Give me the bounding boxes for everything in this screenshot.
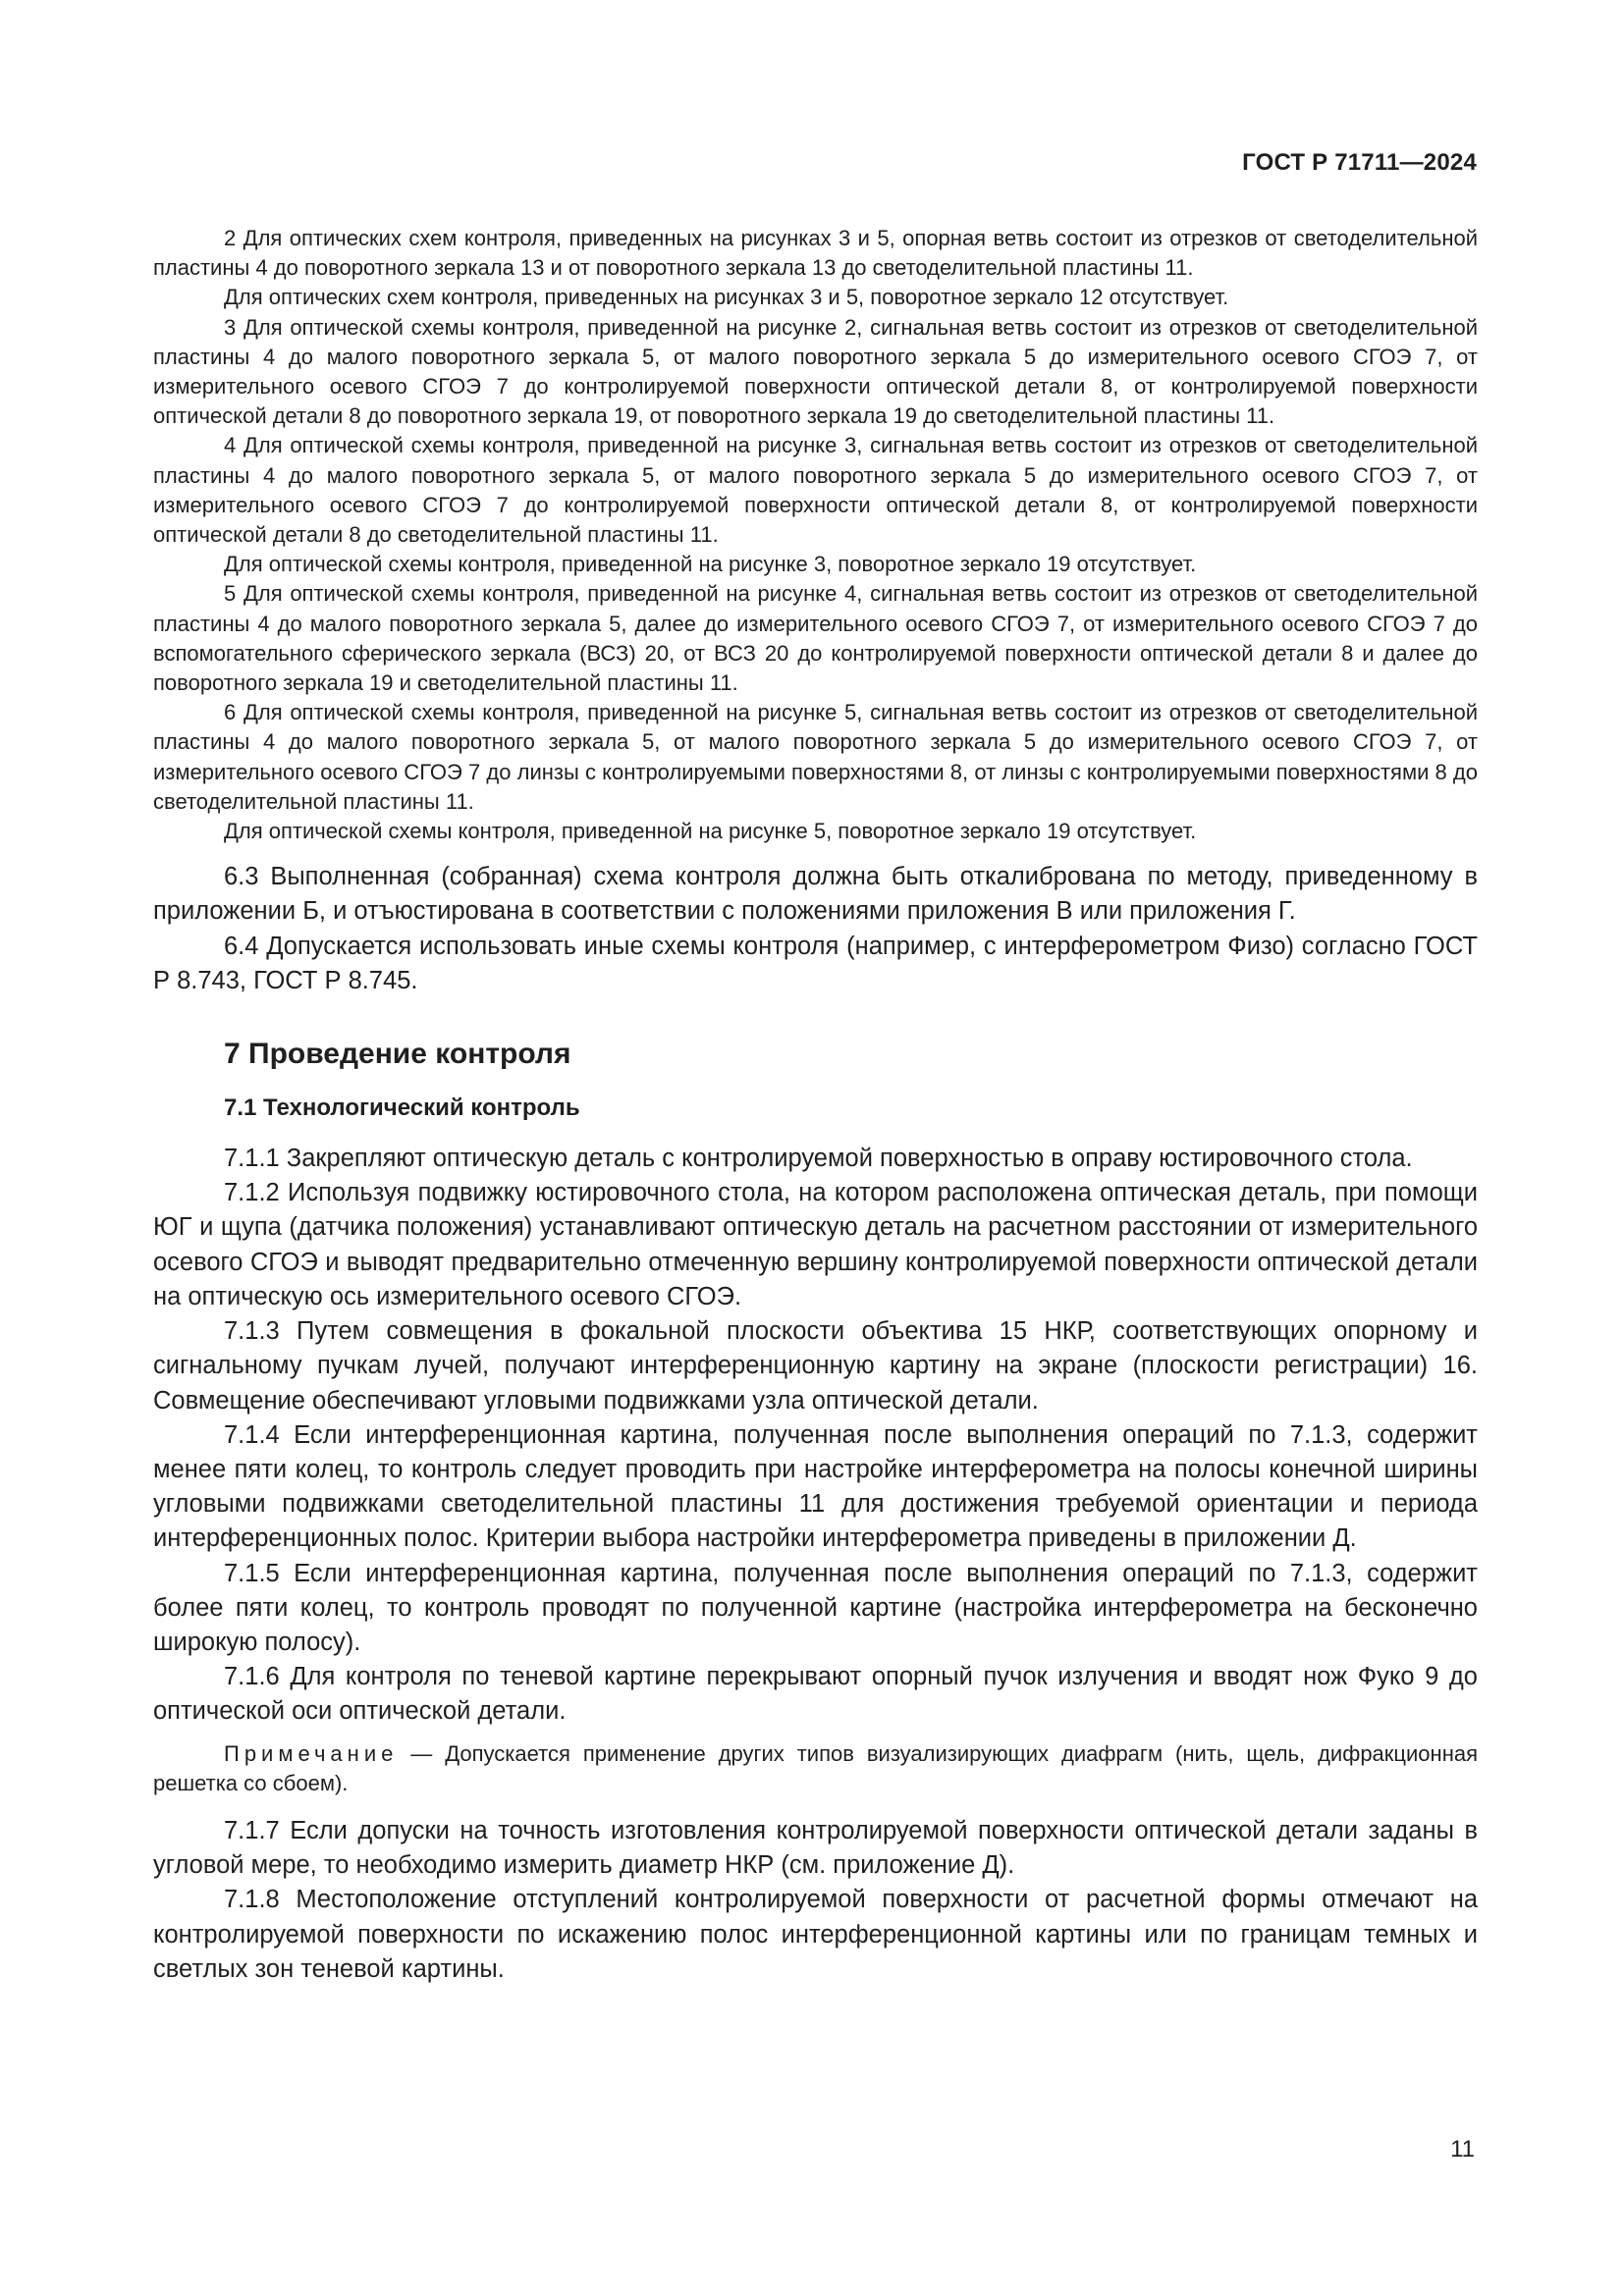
section-7-paragraphs-b bbox=[153, 1814, 1478, 1987]
note-item: 6 Для оптической схемы контроля, приведенной на рисунке 5, сигнальная ветвь состоит из отрезков от светоделительной пластины 4 до малого поворотного зеркала 5, от малого поворотного зеркала 5 до измерительного осевого СГОЭ 7, от измерительного осевого СГОЭ 7 до линзы с контролируемыми поверхностями 8, от линзы с контролируемыми поверхностями 8 до светоделительной пластины 11. bbox=[153, 700, 1478, 814]
note-item: Для оптических схем контроля, приведенных на рисунках 3 и 5, поворотное зеркало 12 отсутствует. bbox=[224, 285, 1229, 310]
note-item: 5 Для оптической схемы контроля, приведенной на рисунке 4, сигнальная ветвь состоит из отрезков от светоделительной пластины 4 до малого поворотного зеркала 5, далее до измерительного осевого СГОЭ 7, от измерительного осевого СГОЭ 7 до вспомогательного сферического зеркала (ВСЗ) 20, от ВСЗ 20 до контролируемой поверхности оптической детали 8 и далее до поворотного зеркала 19 и светоделительной пластины 11. bbox=[153, 581, 1478, 696]
note-item: 4 Для оптической схемы контроля, приведенной на рисунке 3, сигнальная ветвь состоит из отрезков от светоделительной пластины 4 до малого поворотного зеркала 5, от малого поворотного зеркала 5 до измерительного осевого СГОЭ 7, от измерительного осевого СГОЭ 7 до контролируемой поверхности оптической детали 8, от контролируемой поверхности оптической детали 8 до светоделительной пластины 11. bbox=[153, 433, 1478, 548]
paragraph-7-1-8: 7.1.8 Местоположение отступлений контролируемой поверхности от расчетной формы отмечают на контролируемой поверхности по искажению полос интерференционной картины или по границам темных и светлых зон теневой картины. bbox=[153, 1886, 1478, 1983]
note-label: Примечание bbox=[224, 1740, 399, 1766]
paragraph-7-1-5: 7.1.5 Если интерференционная картина, полученная после выполнения операций по 7.1.3, содержит более пяти колец, то контроль проводят по полученной картине (настройка интерферометра на бесконечно широкую полосу). bbox=[153, 1559, 1478, 1656]
page-number: 11 bbox=[1450, 2136, 1475, 2163]
document-code-header: ГОСТ Р 71711—2024 bbox=[1242, 149, 1477, 176]
note-text: — Допускается применение других типов визуализирующих диафрагм (нить, щель, дифракционная решетка со сбоем). bbox=[153, 1740, 1478, 1795]
section-6-paragraphs bbox=[153, 860, 1478, 998]
paragraph-7-1-3: 7.1.3 Путем совмещения в фокальной плоскости объектива 15 НКР, соответствующих опорному и сигнальному пучкам лучей, получают интерференционную картину на экране (плоскости регистрации) 16. Совмещение обеспечивают угловыми подвижками узла оптической детали. bbox=[153, 1317, 1478, 1415]
note-item: Для оптической схемы контроля, приведенной на рисунке 3, поворотное зеркало 19 отсутствует. bbox=[224, 552, 1197, 577]
note-item: Для оптической схемы контроля, приведенной на рисунке 5, поворотное зеркало 19 отсутствует. bbox=[224, 819, 1197, 844]
note bbox=[153, 1739, 1478, 1798]
section-7-paragraphs-a bbox=[153, 1142, 1478, 1729]
notes-block bbox=[153, 224, 1478, 846]
paragraph-6-3: 6.3 Выполненная (собранная) схема контроля должна быть откалибрована по методу, приведенному в приложении Б, и отъюстирована в соответствии с положениями приложения В или приложения Г. bbox=[153, 863, 1478, 926]
section-title: 7 Проведение контроля bbox=[224, 1038, 571, 1071]
subsection-title: 7.1 Технологический контроль bbox=[224, 1095, 580, 1122]
paragraph-7-1-7: 7.1.7 Если допуски на точность изготовления контролируемой поверхности оптической детали заданы в угловой мере, то необходимо измерить диаметр НКР (см. приложение Д). bbox=[153, 1816, 1478, 1880]
page-content bbox=[153, 224, 1478, 1987]
paragraph-7-1-1: 7.1.1 Закрепляют оптическую деталь с контролируемой поверхностью в оправу юстировочного стола. bbox=[224, 1145, 1413, 1173]
paragraph-7-1-6: 7.1.6 Для контроля по теневой картине перекрывают опорный пучок излучения и вводят нож Фуко 9 до оптической оси оптической детали. bbox=[153, 1663, 1478, 1726]
paragraph-7-1-4: 7.1.4 Если интерференционная картина, полученная после выполнения операций по 7.1.3, содержит менее пяти колец, то контроль следует проводить при настройке интерферометра на полосы конечной ширины угловыми подвижками светоделительной пластины 11 для достижения требуемой ориентации и периода интерференционных полос. Критерии выбора настройки интерферометра приведены в приложении Д. bbox=[153, 1420, 1478, 1553]
paragraph-7-1-2: 7.1.2 Используя подвижку юстировочного стола, на котором расположена оптическая деталь, при помощи ЮГ и щупа (датчика положения) устанавливают оптическую деталь на расчетном расстоянии от измерительного осевого СГОЭ и выводят предварительно отмеченную вершину контролируемой поверхности оптической детали на оптическую ось измерительного осевого СГОЭ. bbox=[153, 1179, 1478, 1310]
paragraph-6-4: 6.4 Допускается использовать иные схемы контроля (например, с интерферометром Физо) согласно ГОСТ Р 8.743, ГОСТ Р 8.745. bbox=[153, 932, 1478, 994]
note-item: 3 Для оптической схемы контроля, приведенной на рисунке 2, сигнальная ветвь состоит из отрезков от светоделительной пластины 4 до малого поворотного зеркала 5, от малого поворотного зеркала 5 до измерительного осевого СГОЭ 7, от измерительного осевого СГОЭ 7 до контролируемой поверхности оптической детали 8, от контролируемой поверхности оптической детали 8 до поворотного зеркала 19, от поворотного зеркала 19 до светоделительной пластины 11. bbox=[153, 314, 1478, 429]
note-item: 2 Для оптических схем контроля, приведенных на рисунках 3 и 5, опорная ветвь состоит из отрезков от светоделительной пластины 4 до поворотного зеркала 13 и от поворотного зеркала 13 до светоделительной пластины 11. bbox=[153, 226, 1478, 281]
